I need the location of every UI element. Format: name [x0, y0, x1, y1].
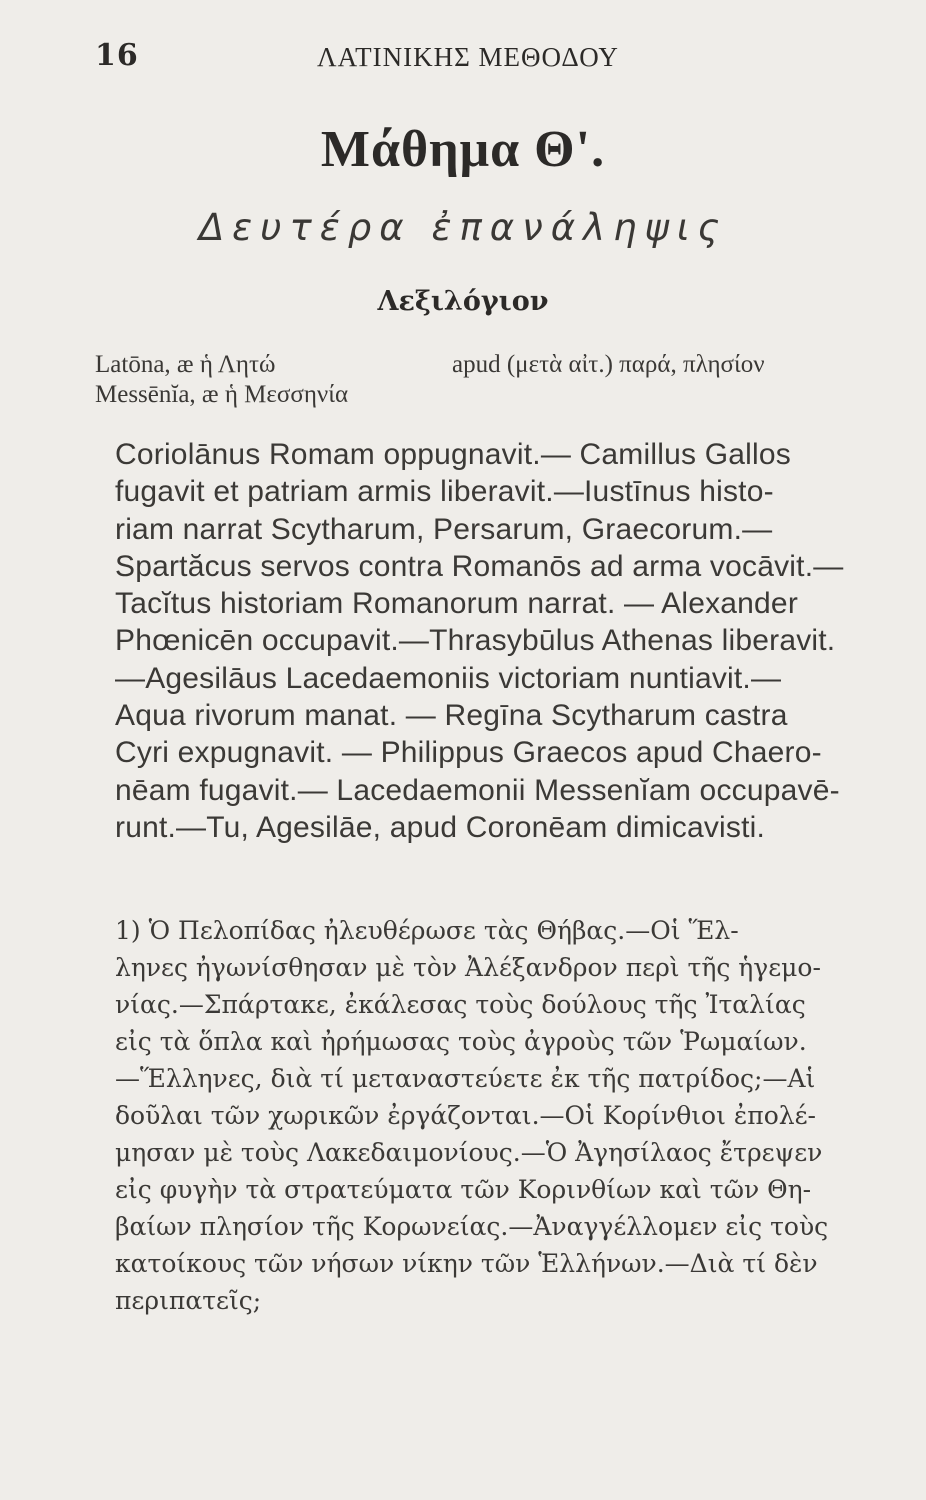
text-line: βαίων πλησίον τῆς Κορωνείας.—Ἀναγγέλλομεν εἰς τοὺς — [115, 1212, 829, 1241]
text-line: Coriolānus Romam oppugnavit.— Camillus Gallos — [115, 438, 791, 471]
page-number: 16 — [95, 38, 139, 73]
text-line: Phœnicēn occupavit.—Thrasybūlus Athenas liberavit. — [115, 624, 836, 658]
text-line: Spartăcus servos contra Romanōs ad arma vocāvit.— — [115, 549, 844, 583]
vocabulary-right-column — [452, 350, 875, 380]
text-line: ληνες ἠγωνίσθησαν μὲ τὸν Ἀλέξανδρον περὶ τῆς ἡγεμο- — [115, 953, 821, 982]
lesson-title: Μάθημα Θ'. — [320, 121, 606, 178]
lesson-subtitle: Δευτέρα ἐπανάληψις — [198, 206, 728, 249]
text-line: μησαν μὲ τοὺς Λακεδαιμονίους.—Ὁ Ἀγησίλαος ἔτρεψεν — [115, 1138, 823, 1167]
text-line: —Ἕλληνες, διὰ τί μεταναστεύετε ἐκ τῆς πατρίδος;—Αἱ — [115, 1064, 816, 1093]
text-line: νίας.—Σπάρτακε, ἐκάλεσας τοὺς δούλους τῆς Ἰταλίας — [115, 990, 806, 1019]
vocabulary-entry: Latōna, æ ἡ Λητώ — [95, 351, 276, 378]
vocabulary-left-column — [95, 350, 435, 410]
text-line: runt.—Tu, Agesilāe, apud Coronēam dimicavisti. — [115, 810, 766, 844]
vocabulary-entry: Messēnĭa, æ ἡ Μεσσηνία — [95, 381, 349, 408]
text-line: περιπατεῖς; — [115, 1286, 262, 1315]
vocabulary-entry: apud (μετὰ αἰτ.) παρά, πλησίον — [452, 351, 765, 378]
text-line: εἰς φυγὴν τὰ στρατεύματα τῶν Κορινθίων καὶ τῶν Θη- — [115, 1175, 812, 1204]
text-line: Aqua rivorum manat. — Regīna Scytharum castra — [115, 699, 788, 733]
text-line: 1) Ὁ Πελοπίδας ἠλευθέρωσε τὰς Θήβας.—Οἱ Ἕλ- — [115, 916, 739, 945]
page-header — [95, 38, 865, 78]
text-line: —Agesilāus Lacedaemoniis victoriam nuntiavit.— — [115, 661, 782, 695]
text-line: κατοίκους τῶν νήσων νίκην τῶν Ἑλλήνων.—Διὰ τί δὲν — [115, 1249, 818, 1278]
greek-exercise-text — [115, 912, 867, 1319]
text-line: εἰς τὰ ὅπλα καὶ ἠρήμωσας τοὺς ἀγροὺς τῶν Ῥωμαίων. — [115, 1027, 807, 1056]
latin-exercise-text — [115, 436, 867, 846]
text-line: fugavit et patriam armis liberavit.—Iustīnus histo- — [115, 475, 774, 509]
text-line: riam narrat Scytharum, Persarum, Graecorum.— — [115, 512, 773, 546]
text-line: Cyri expugnavit. — Philippus Graecos apud Chaero- — [115, 736, 822, 770]
text-line: Tacĭtus historiam Romanorum narrat. — Alexander — [115, 587, 799, 621]
text-line: nēam fugavit.— Lacedaemonii Messenĭam occupavē- — [115, 773, 840, 807]
text-line: δοῦλαι τῶν χωρικῶν ἐργάζονται.—Οἱ Κορίνθιοι ἐπολέ- — [115, 1101, 816, 1130]
running-title: ΛΑΤΙΝΙΚΗΣ ΜΕΘΟΔΟΥ — [317, 42, 619, 72]
vocabulary-heading: Λεξιλόγιον — [377, 286, 549, 317]
